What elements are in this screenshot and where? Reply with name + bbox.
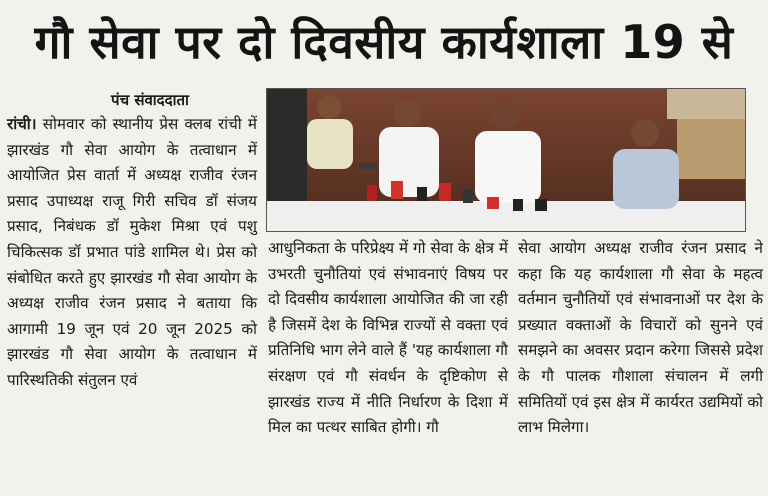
column-1-text: सोमवार को स्थानीय प्रेस क्लब रांची में झारखंड गौ सेवा आयोग के तत्वाधान में आयोजित प्रेस वार्ता में अध्यक्ष राजीव रंजन प्रसाद उपाध्यक्ष राजू गिरी सचिव डॉ संजय प्रसाद, निबंधक डॉ मुकेश मिश्रा एवं पशु चिकित्सक डॉ प्रभात पांडे शामिल थे। प्रेस को संबोधित करते हुए झारखंड गौ सेवा आयोग के अध्यक्ष राजीव रंजन प्रसाद ने बताया कि आगामी 19 जून एवं 20 जून 2025 को झारखंड गौ सेवा आयोग के तत्वाधान में पारिस्थतिकी संतुलन एवं (7, 115, 258, 389)
column-2-text: आधुनिकता के परिप्रेक्ष्य में गो सेवा के क्षेत्र में उभरती चुनौतियां एवं संभावनाएं विषय पर दो दिवसीय कार्यशाला आयोजित की जा रही है जिसमें देश के विभिन्न राज्यों से वक्ता एवं प्रतिनिधि भाग लेने वाले हैं 'यह कार्यशाला गौ संरक्षण एवं गौ संवर्धन के दृष्टिकोण से झारखंड राज्य में नीति निर्धारण के दिशा में मिल का पत्थर साबित होगी। गौ (268, 239, 508, 437)
press-conference-photo (266, 88, 746, 232)
byline: पंच संवाददाता (111, 91, 189, 109)
column-3-text: सेवा आयोग अध्यक्ष राजीव रंजन प्रसाद ने कहा कि यह कार्यशाला गौ सेवा के महत्व वर्तमान चुनौतियों एवं संभावनाओं पर देश के प्रख्यात वक्ताओं के विचारों को सुनने एवं समझने का अवसर प्रदान करेगा जिससे प्रदेश के गौ पालक गौशाला संचालन में लगी समितियों एवं इस क्षेत्र में कार्यरत उद्यमियों को लाभ मिलेगा। (518, 239, 763, 437)
article-column-1 (7, 112, 257, 394)
dateline: रांची। (7, 115, 37, 133)
article-column-2 (268, 236, 508, 441)
article-column-3 (518, 236, 763, 441)
headline: गौ सेवा पर दो दिवसीय कार्यशाला 19 से (34, 15, 734, 69)
